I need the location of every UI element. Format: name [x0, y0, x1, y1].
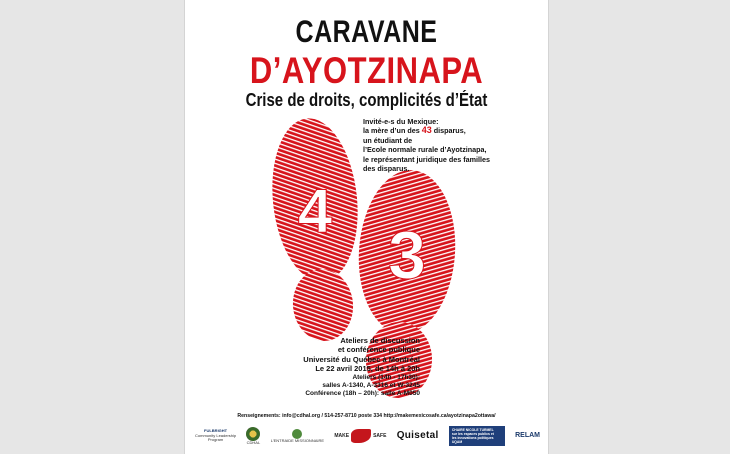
cdhal-emblem-icon [246, 427, 260, 441]
intro-line: Invité-e-s du Mexique: [363, 117, 439, 126]
mexico-map-icon [351, 429, 371, 443]
guests-intro [363, 117, 543, 173]
event-line: Université du Québec à Montréal [303, 354, 420, 364]
subtitle: Crise de droits, complicités d’État [245, 90, 488, 111]
event-details [303, 336, 420, 398]
fulbright-logo: FULBRIGHT Community Leadership Program [195, 428, 237, 443]
relam-logo: RELAM [515, 431, 540, 439]
intro-line: des disparus. [363, 164, 410, 174]
contact-info: Renseignements: info@cdhal.org / 514-257-8710 poste 334 http://makemexicosafe.ca/ayotzinapa2ottawa/ [237, 413, 496, 419]
event-line: Conférence (18h – 20h): salle A-M050 [305, 389, 420, 397]
intro-line: l’Ecole normale rurale d’Ayotzinapa, [363, 145, 487, 155]
sponsor-logos [195, 422, 540, 450]
event-line: salles A-1340, A-3316 et W-3245 [322, 381, 420, 389]
missing-count: 43 [421, 125, 432, 136]
quisetal-logo: Quisetal [396, 429, 439, 441]
left-footprint-number: 4 [297, 177, 333, 246]
poster [185, 0, 548, 454]
make-mexico-safe-logo: MAKE SAFE [334, 429, 386, 443]
right-footprint-number: 3 [388, 217, 426, 293]
chaire-nicole-turmel-logo: CHAIRE NICOLE TURMEL sur les espaces publics et les innovations politiques UQAM [449, 426, 505, 446]
event-line: Ateliers (14h - 17h30): [352, 373, 420, 381]
left-heel [289, 266, 356, 344]
intro-line: le représentant juridique des familles [363, 154, 491, 164]
title-ayotzinapa: D’AYOTZINAPA [249, 49, 484, 92]
event-line: Ateliers de discussion [340, 336, 420, 345]
event-line: et conférence publique [337, 345, 420, 355]
event-line: Le 22 avril 2015, de 14h à 20h [315, 364, 420, 374]
intro-line: la mère d’un des 43 disparus, [363, 125, 466, 136]
cdhal-logo: CDHAL [246, 427, 260, 446]
entraide-logo: L’ENTRAIDE MISSIONNAIRE [271, 429, 324, 444]
title-caravane: CARAVANE [295, 14, 438, 50]
intro-line: un étudiant de [363, 135, 413, 145]
